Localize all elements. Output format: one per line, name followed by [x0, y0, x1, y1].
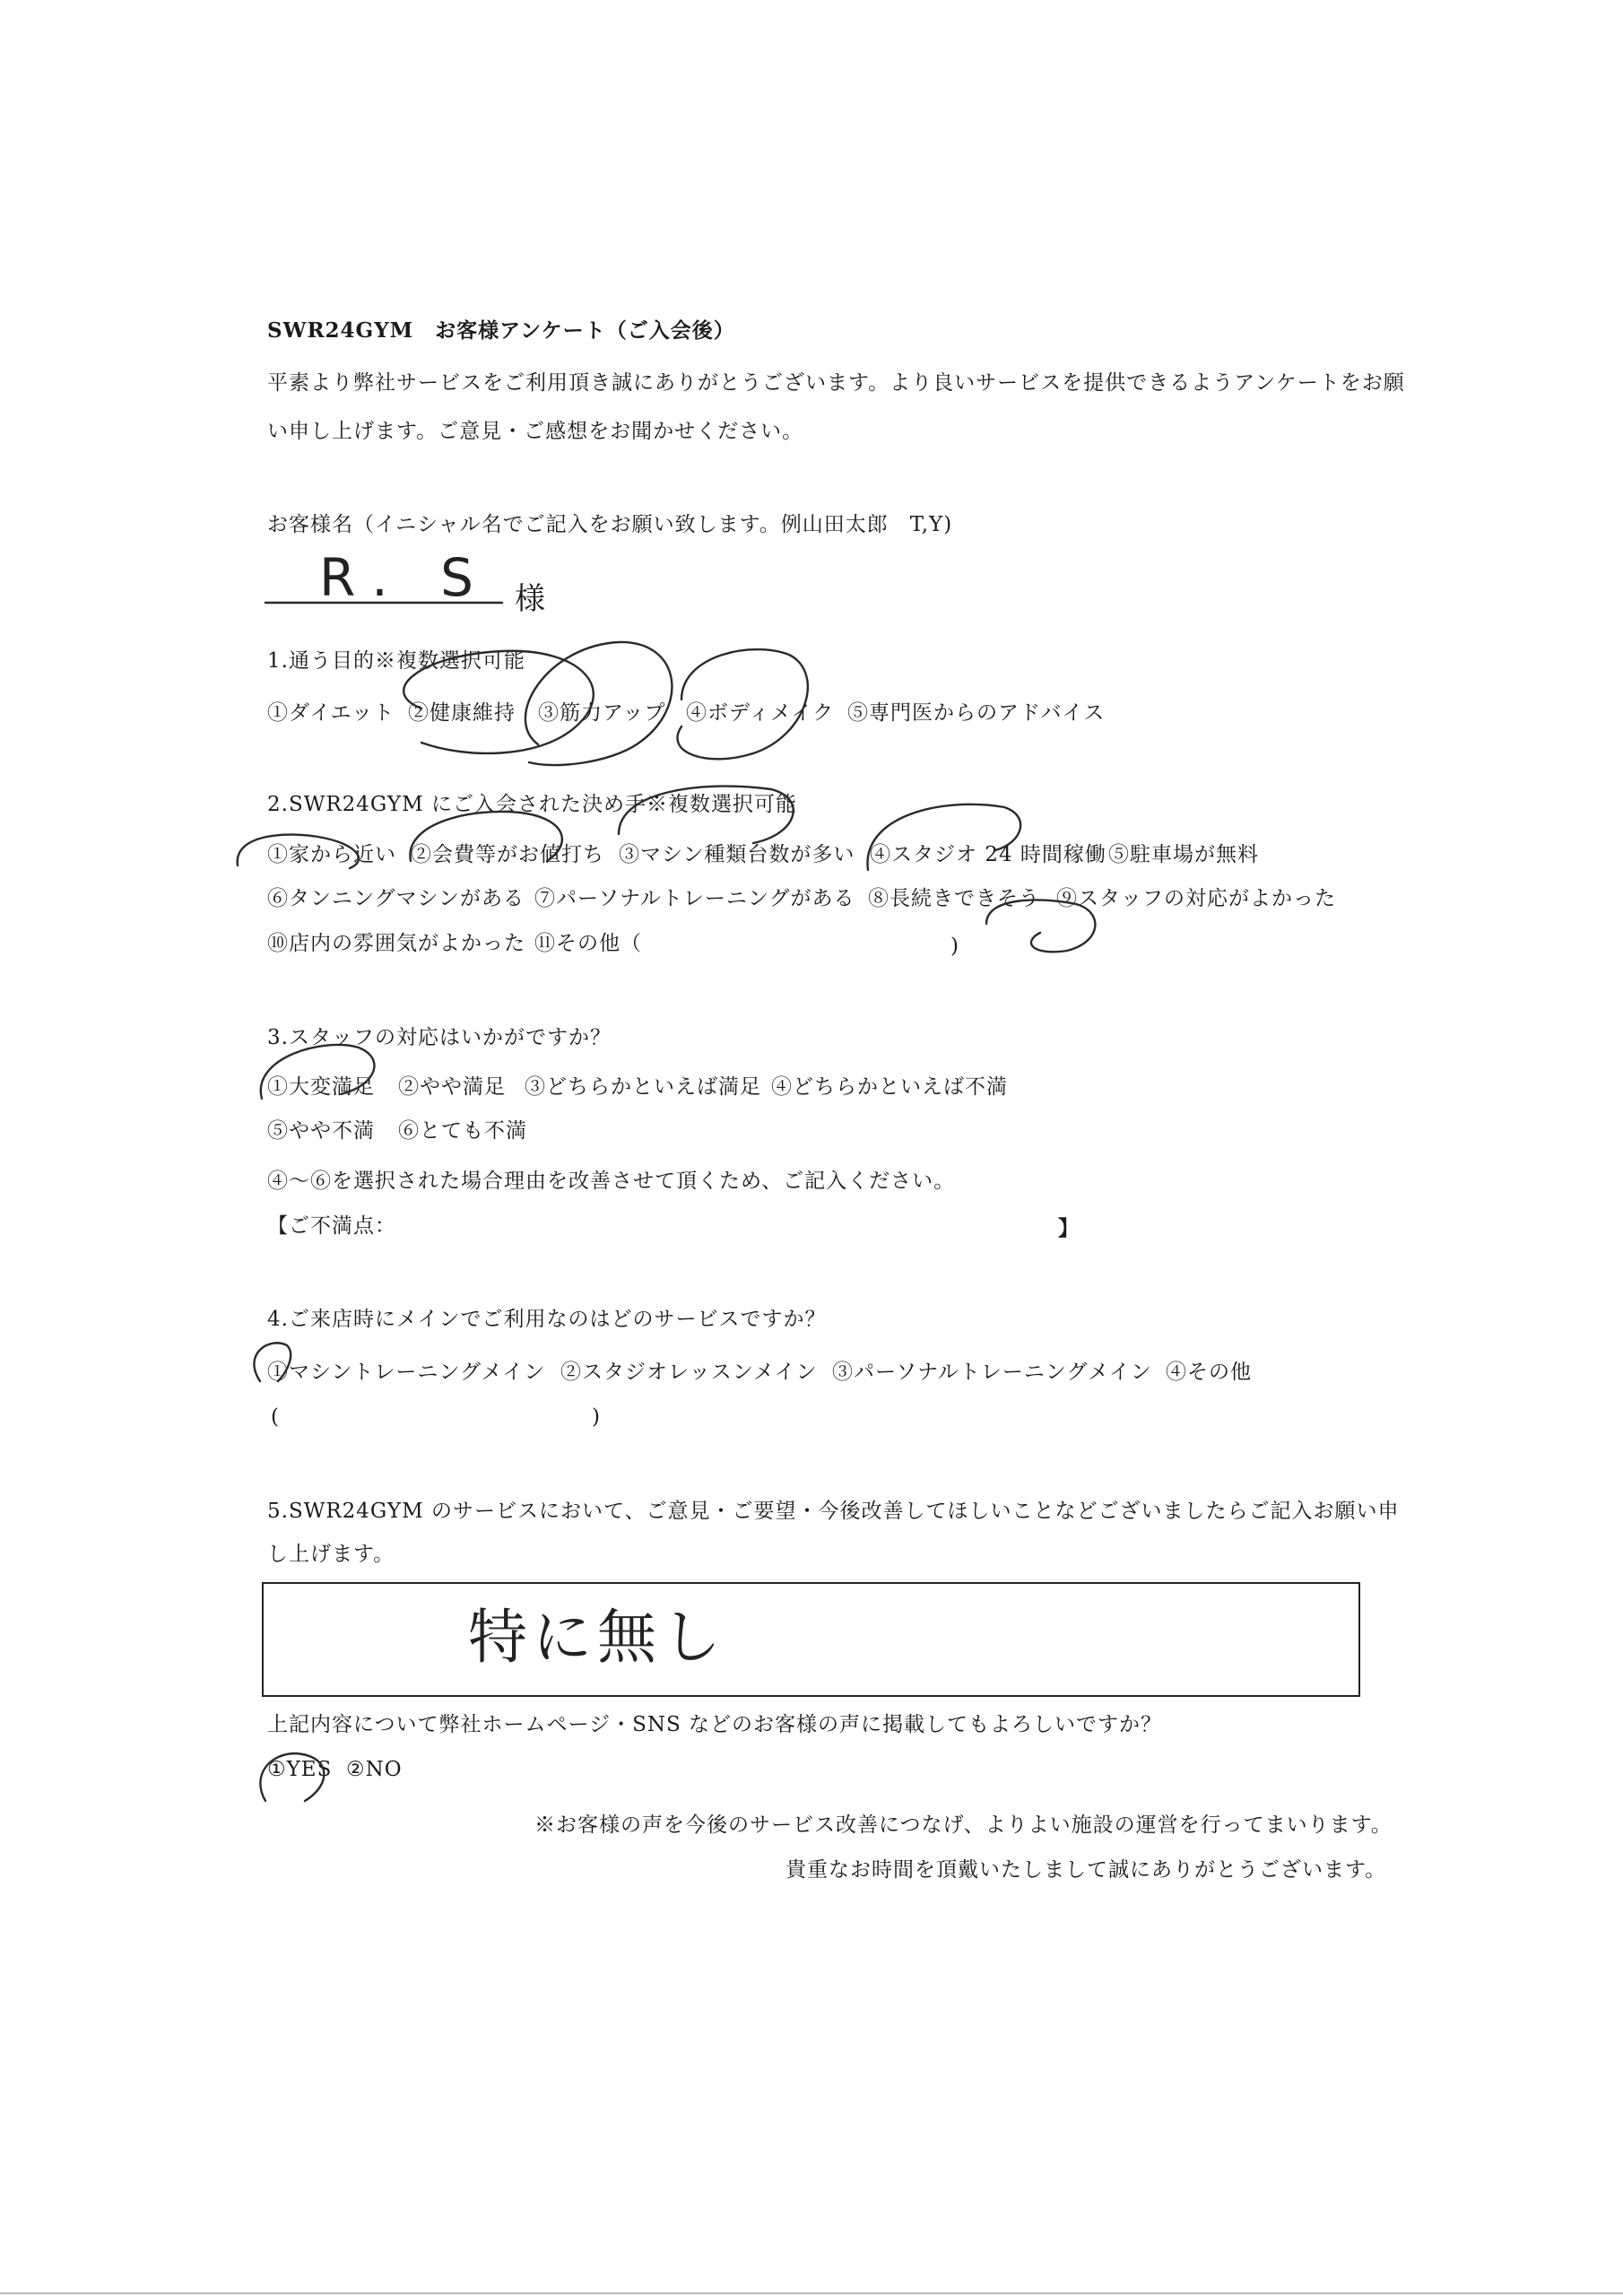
footer-note-1: ※お客様の声を今後のサービス改善につなげ、よりよい施設の運営を行ってまいります。: [534, 1813, 1393, 1837]
q3-complaint-label: 【ご不満点：: [267, 1214, 396, 1238]
publish-option-yes: ①YES: [267, 1758, 333, 1781]
q2-option-5: ⑤駐車場が無料: [1108, 843, 1259, 866]
q3-question: 3.スタッフの対応はいかがですか？: [267, 1026, 612, 1049]
q5-question-line-2: し上げます。: [267, 1543, 395, 1566]
survey-title: SWR24GYM お客様アンケート（ご入会後）: [267, 318, 735, 343]
intro-line-1: 平素より弊社サービスをご利用頂き誠にありがとうございます。より良いサービスを提供できるようアンケートをお願: [267, 371, 1405, 395]
q4-option-2: ②スタジオレッスンメイン: [560, 1361, 818, 1384]
q2-option-1: ①家から近い: [267, 843, 396, 866]
customer-name-handwritten: R. S: [319, 547, 491, 608]
q1-option-2: ②健康維持: [408, 701, 516, 725]
page-bottom-edge: [0, 2292, 1623, 2294]
q3-note: ④～⑥を選択された場合理由を改善させて頂くため、ご記入ください。: [267, 1170, 956, 1193]
footer-note-2: 貴重なお時間を頂戴いたしまして誠にありがとうございます。: [785, 1858, 1387, 1882]
q1-option-3: ③筋力アップ: [538, 701, 666, 725]
q1-option-5: ⑤専門医からのアドバイス: [847, 701, 1106, 725]
q2-option-7: ⑦パーソナルトレーニングがある: [534, 887, 855, 910]
q2-option-3: ③マシン種類台数が多い: [619, 843, 855, 866]
customer-name-suffix: 様: [515, 581, 546, 617]
q5-answer-handwritten: 特に無し: [468, 1603, 726, 1672]
q3-option-6: ⑥とても不満: [398, 1119, 527, 1143]
q2-option-8: ⑧長続きできそう: [868, 887, 1040, 910]
q2-question: 2.SWR24GYM にご入会された決め手※複数選択可能: [267, 793, 797, 816]
q4-question: 4.ご来店時にメインでご利用なのはどのサービスですか？: [267, 1308, 827, 1331]
q4-option-4: ④その他: [1166, 1361, 1252, 1384]
q3-complaint-close: 】: [1058, 1216, 1080, 1240]
q5-answer-box: [262, 1582, 1360, 1697]
q2-option-11: ⑪その他（: [534, 932, 642, 955]
q4-option-3: ③パーソナルトレーニングメイン: [832, 1361, 1152, 1384]
q3-option-4: ④どちらかといえば不満: [771, 1075, 1008, 1099]
publish-question: 上記内容について弊社ホームページ・SNS などのお客様の声に掲載してもよろしいですか？: [267, 1713, 1163, 1736]
q3-option-5: ⑤やや不満: [267, 1119, 375, 1143]
q5-question-line-1: 5.SWR24GYM のサービスにおいて、ご意見・ご要望・今後改善してほしいことなどございましたらご記入お願い申: [267, 1500, 1400, 1523]
q3-option-3: ③どちらかといえば満足: [525, 1075, 761, 1099]
q1-question: 1.通う目的※複数選択可能: [267, 649, 525, 673]
q3-option-1: ①大変満足: [267, 1075, 375, 1099]
q2-option-4: ④スタジオ 24 時間稼働: [870, 843, 1107, 866]
q4-option-1: ①マシントレーニングメイン: [267, 1361, 546, 1384]
q4-other-open: (: [271, 1405, 280, 1429]
publish-option-no: ②NO: [346, 1758, 403, 1781]
q2-other-close: ): [950, 935, 959, 958]
q2-option-9: ⑨スタッフの対応がよかった: [1056, 887, 1336, 910]
q2-option-2: ②会費等がお値打ち: [411, 843, 604, 866]
q4-other-close: ): [592, 1405, 601, 1429]
q3-option-2: ②やや満足: [398, 1075, 506, 1099]
customer-name-prompt: お客様名（イニシャル名でご記入をお願い致します。例山田太郎 T,Y): [267, 513, 953, 536]
q1-option-4: ④ボディメイク: [686, 701, 835, 725]
q1-option-1: ①ダイエット: [267, 701, 395, 725]
intro-line-2: い申し上げます。ご意見・ご感想をお聞かせください。: [267, 420, 804, 443]
q2-option-6: ⑥タンニングマシンがある: [267, 887, 525, 910]
q2-option-10: ⑩店内の雰囲気がよかった: [267, 932, 525, 955]
